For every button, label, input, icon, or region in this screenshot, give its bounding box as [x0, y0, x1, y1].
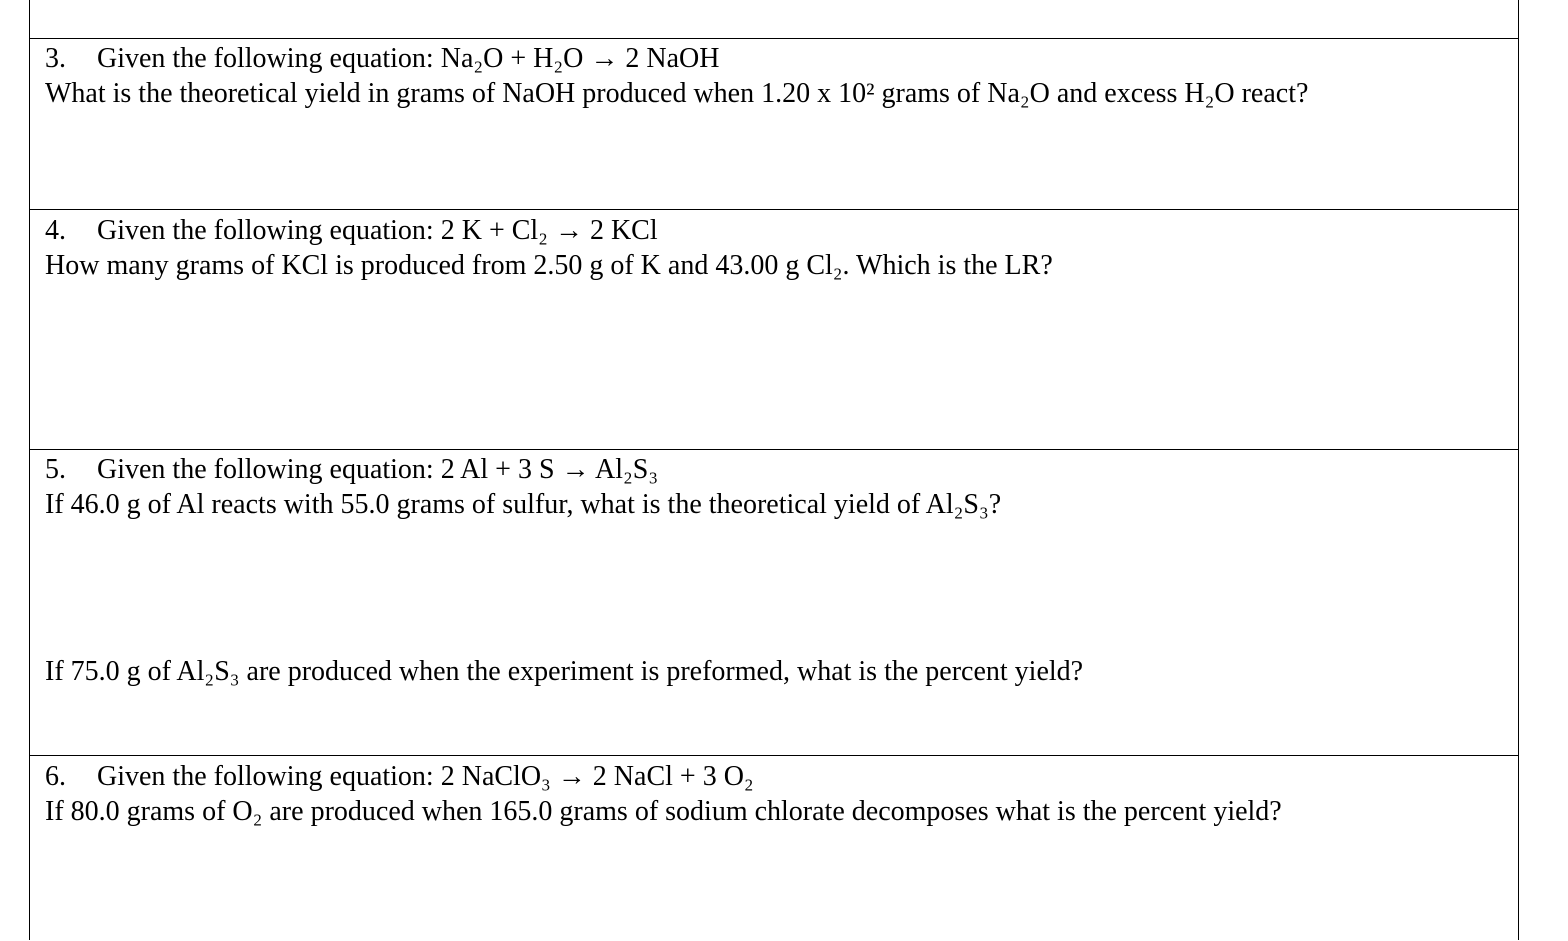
question-intro: Given the following equation:: [97, 761, 434, 792]
question-cell-4: [30, 209, 1518, 449]
question-cell-6: [30, 755, 1518, 941]
question-number: 6.: [45, 761, 66, 792]
question-4-equation-line: [45, 214, 658, 248]
question-5-prompt: If 46.0 g of Al reacts with 55.0 grams of sulfur, what is the theoretical yield of Al₂S₃?: [45, 489, 1002, 520]
chemical-equation: 2 Al + 3 S → Al₂S₃: [440, 454, 659, 485]
question-intro: Given the following equation:: [97, 43, 434, 74]
worksheet-table: [29, 0, 1519, 940]
question-cell-top-partial: [30, 0, 1518, 39]
question-number: 4.: [45, 215, 66, 246]
question-intro: Given the following equation:: [97, 454, 434, 485]
chemical-equation: 2 NaClO₃ → 2 NaCl + 3 O₂: [440, 761, 754, 792]
chemical-equation: Na₂O + H₂O → 2 NaOH: [440, 43, 720, 74]
chemical-equation: 2 K + Cl₂ → 2 KCl: [440, 215, 658, 246]
question-4-prompt: How many grams of KCl is produced from 2.50 g of K and 43.00 g Cl₂. Which is the LR?: [45, 250, 1053, 281]
question-6-prompt: If 80.0 grams of O₂ are produced when 165.0 grams of sodium chlorate decomposes what is the percent yield?: [45, 796, 1282, 827]
question-cell-3: [30, 38, 1518, 210]
question-3-equation-line: [45, 42, 719, 76]
question-5-equation-line: [45, 453, 658, 487]
question-3-prompt: What is the theoretical yield in grams of NaOH produced when 1.20 x 10² grams of Na₂O and excess H₂O react?: [45, 78, 1309, 109]
question-intro: Given the following equation:: [97, 215, 434, 246]
question-cell-5: [30, 449, 1518, 756]
question-number: 3.: [45, 43, 66, 74]
question-5-followup-prompt: If 75.0 g of Al₂S₃ are produced when the experiment is preformed, what is the percent yield?: [45, 656, 1084, 687]
question-number: 5.: [45, 454, 66, 485]
question-6-equation-line: [45, 760, 754, 794]
